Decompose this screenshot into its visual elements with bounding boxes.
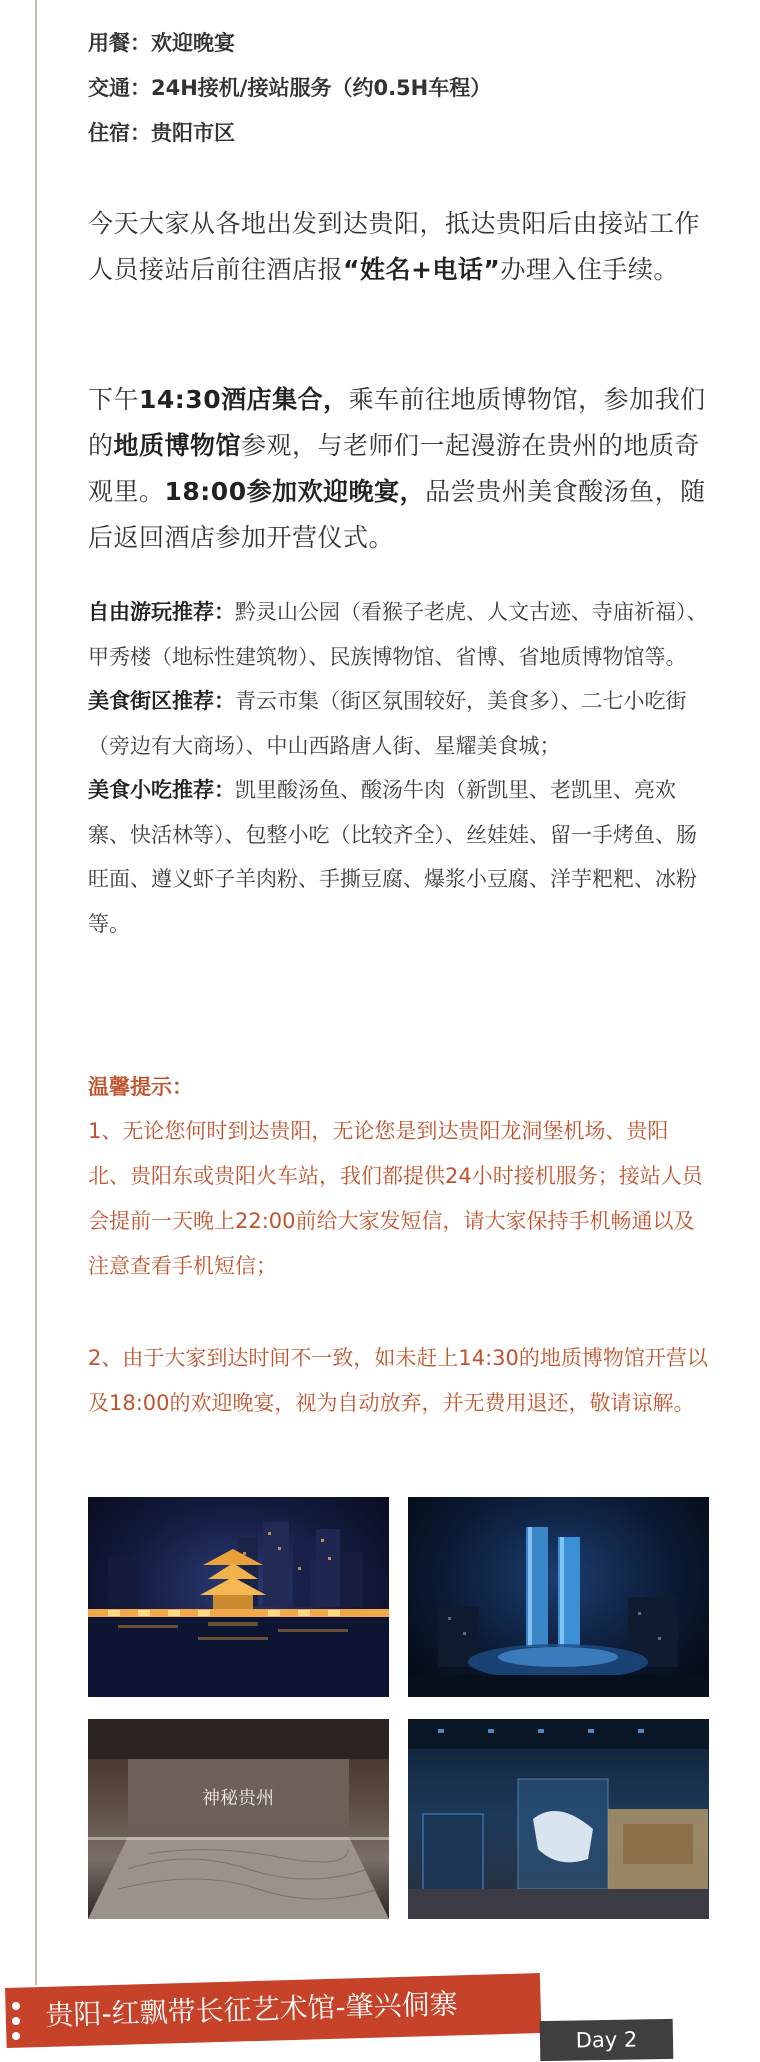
tips-title: 温馨提示： [88,1075,193,1099]
arrival-paragraph: 今天大家从各地出发到达贵阳，抵达贵阳后由接站工作人员接站后前往酒店报“姓名+电话”办理入住手续。 [88,209,701,284]
day-tag: Day 2 [540,2019,674,2061]
left-decorative-rule [35,0,37,1985]
museum-relief-map-photo [88,1719,389,1919]
tip-late-arrival: 2、由于大家到达时间不一致，如未赶上14:30的地质博物馆开营以及18:00的欢迎晚宴，视为自动放弃，并无费用退还，敬请谅解。 [88,1346,708,1415]
stay-info [88,118,235,148]
recommendation-item: 美食街区推荐：青云市集（街区氛围较好，美食多）、二七小吃街（旁边有大商场）、中山西路唐人街、星耀美食城； [88,689,687,758]
meal-label: 用餐： [88,31,151,55]
meal-value: 欢迎晚宴 [151,31,235,55]
recommendation-item: 美食小吃推荐：凯里酸汤鱼、酸汤牛肉（新凯里、老凯里、亮欢寨、快活林等）、包整小吃（比较齐全）、丝娃娃、留一手烤鱼、肠旺面、遵义虾子羊肉粉、手撕豆腐、爆浆小豆腐、洋芋粑粑、冰粉等。 [88,778,697,936]
jiaxiu-tower-night-photo [88,1497,389,1697]
transport-info [88,73,491,103]
name-phone-highlight: “姓名+电话” [343,255,501,284]
banquet-highlight: 18:00参加欢迎晚宴， [164,477,426,506]
stay-value: 贵阳市区 [151,121,235,145]
museum-highlight: 地质博物馆 [113,431,242,460]
museum-sign-text: 神秘贵州 [202,1788,274,1809]
stay-label: 住宿： [88,121,151,145]
tip-pickup: 1、无论您何时到达贵阳，无论您是到达贵阳龙洞堡机场、贵阳北、贵阳东或贵阳火车站，我们都提供24小时接机服务；接站人员会提前一天晚上22:00前给大家发短信，请大家保持手机畅通以及注意查看手机短信； [88,1119,703,1278]
museum-exhibit-photo [408,1719,709,1919]
recommendations [88,590,708,946]
section-banner-title: 贵阳-红飘带长征艺术馆-肇兴侗寨 [45,1987,459,2032]
hotel-gather-highlight: 14:30酒店集合， [139,385,349,414]
transport-value: 24H接机/接站服务（约0.5H车程） [151,76,492,100]
meal-info [88,28,235,58]
recommendation-item: 自由游玩推荐：黔灵山公园（看猴子老虎、人文古迹、寺庙祈福）、甲秀楼（地标性建筑物）、民族博物馆、省博、省地质博物馆等。 [88,600,708,669]
afternoon-paragraph: 下午14:30酒店集合，乘车前往地质博物馆，参加我们的地质博物馆参观，与老师们一起漫游在贵州的地质奇观里。18:00参加欢迎晚宴，品尝贵州美食酸汤鱼，随后返回酒店参加开营仪式。 [88,385,706,552]
twin-towers-night-photo [408,1497,709,1697]
banner-dots-icon [12,2002,22,2038]
transport-label: 交通： [88,76,151,100]
